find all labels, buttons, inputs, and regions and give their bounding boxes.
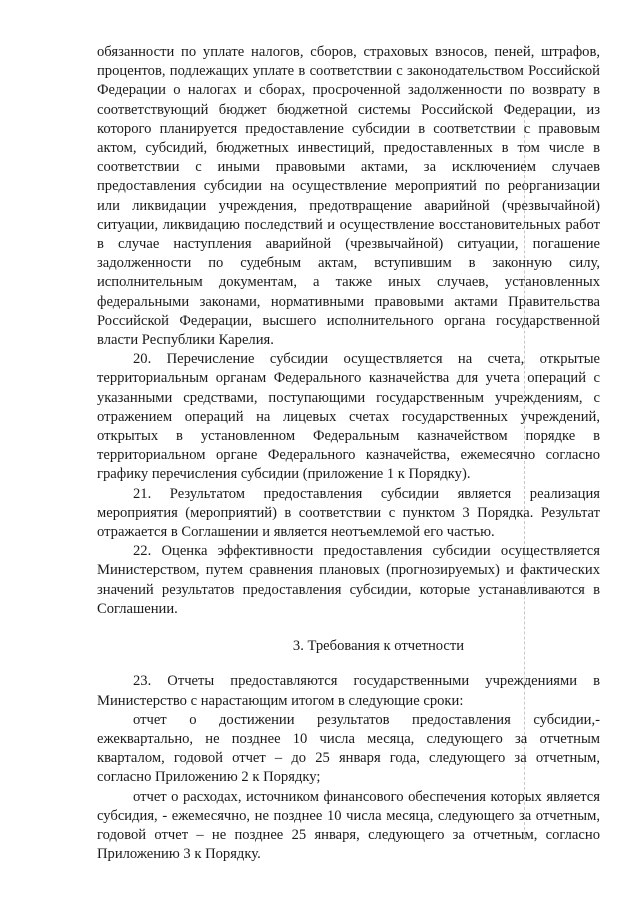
paragraph-23-item-2: отчет о расходах, источником финансового обеспечения которых является субсидия, - ежемесячно, не позднее 10 числа месяца, следующего за отчетным, годовой отчет – не позднее 25 января, следующего за отчетным, согласно Приложению 3 к Порядку. [97,788,600,863]
paragraph-23: 23. Отчеты предоставляются государственными учреждениями в Министерство с нарастающим итогом в следующие сроки: [97,673,600,709]
paragraph-21: 21. Результатом предоставления субсидии является реализация мероприятия (мероприятий) в соответствии с пунктом 3 Порядка. Результат отражается в Соглашении и является неотъемлемой его частью. [97,485,600,541]
paragraph-continuation: обязанности по уплате налогов, сборов, страховых взносов, пеней, штрафов, процентов, подлежащих уплате в соответствии с законодательством Российской Федерации о налогах и сборах, просроченной задолженности по возврату в соответствующий бюджет бюджетной системы Российской Федерации, из которого планируется предоставление субсидии в соответствии с правовым актом, субсидий, бюджетных инвестиций, предоставленных в том числе в соответствии с иными правовыми актами, за исключением случаев предоставления субсидии на осуществление мероприятий по реорганизации или ликвидации учреждения, предотвращение аварийной (чрезвычайной) ситуации, ликвидацию последствий и осуществление восстановительных работ в случае наступления аварийной (чрезвычайной) ситуации, погашение задолженности по судебным актам, вступившим в законную силу, исполнительным документам, а также иных случаев, установленных федеральными законами, нормативными правовыми актами Правительства Российской Федерации, высшего исполнительного органа государственной власти Республики Карелия. [97,44,600,349]
document-body [97,43,600,864]
paragraph-20: 20. Перечисление субсидии осуществляется на счета, открытые территориальным органам Федерального казначейства для учета операций с указанными средствами, поступающими государственным учреждениям, с отражением операций на лицевых счетах государственных учреждений, открытых в установленном Федеральным казначейством порядке в территориальном органе Федерального казначейства, ежемесячно согласно графику перечисления субсидии (приложение 1 к Порядку). [97,351,600,483]
section-3-heading: 3. Требования к отчетности [292,638,465,655]
paragraph-22: 22. Оценка эффективности предоставления субсидии осуществляется Министерством, путем сравнения плановых (прогнозируемых) и фактических значений результатов предоставления субсидии, которые устанавливаются в Соглашении. [97,543,600,617]
paragraph-23-item-1: отчет о достижении результатов предоставления субсидии,- ежеквартально, не позднее 10 числа месяца, следующего за отчетным кварталом, годовой отчет – до 25 января года, следующего за отчетным, согласно Приложению 2 к Порядку; [97,711,600,786]
